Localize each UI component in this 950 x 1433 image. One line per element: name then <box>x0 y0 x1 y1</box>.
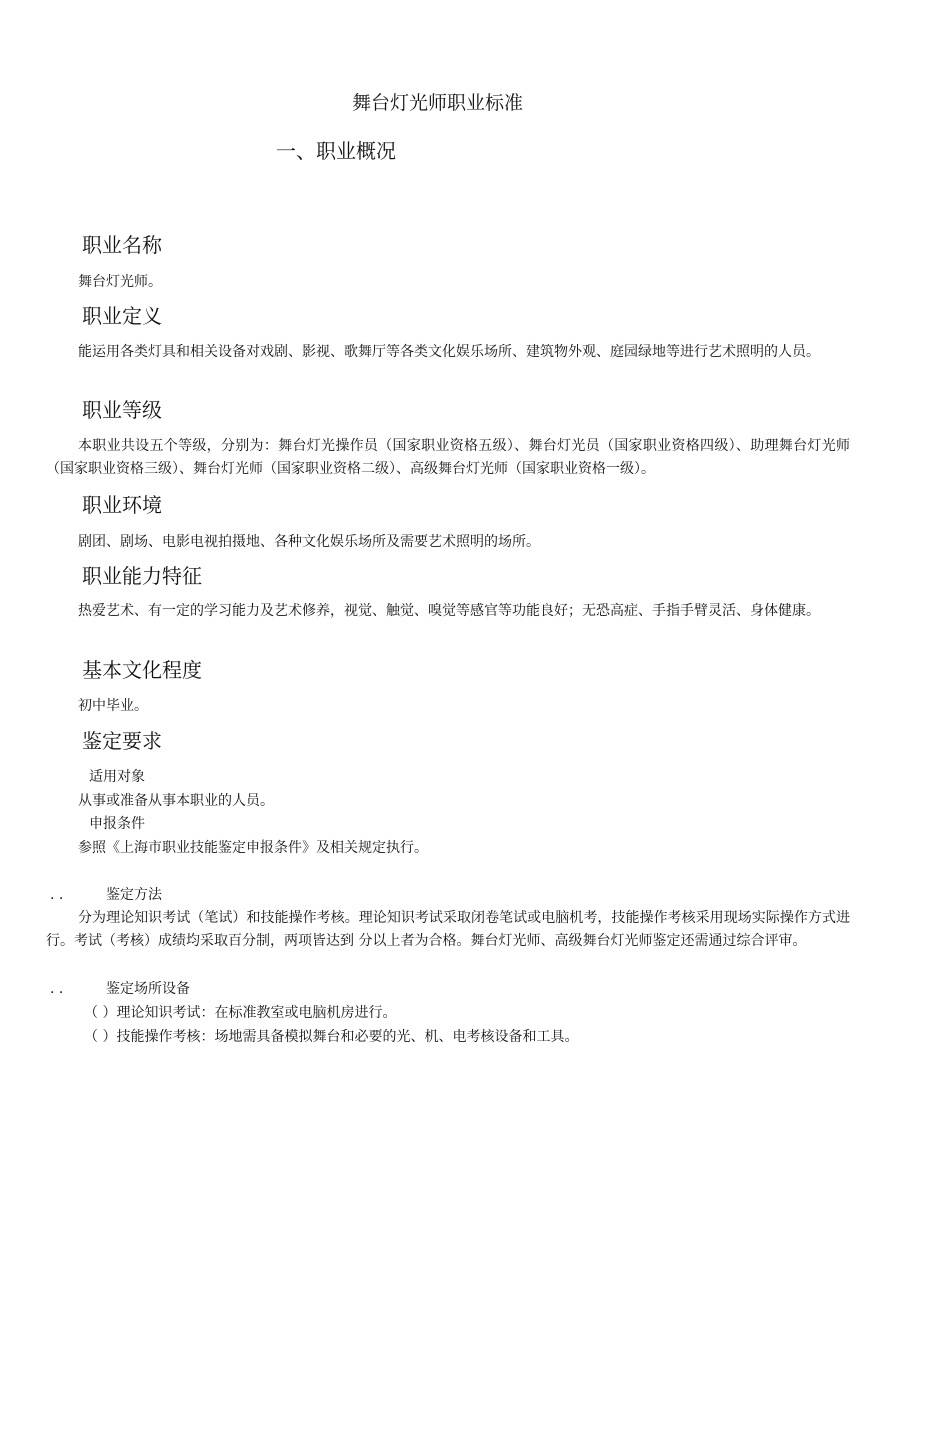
section-heading-work-environment: 职业环境 <box>82 493 162 517</box>
section-text-occupation-levels: 本职业共设五个等级，分别为：舞台灯光操作员（国家职业资格五级）、舞台灯光员（国家职业资格四级）、助理舞台灯光师（国家职业资格三级）、舞台灯光师（国家职业资格二级）、高级舞台灯光师（国家职业资格一级）。 <box>46 438 850 477</box>
appraisal-venue-label: 鉴定场所设备 <box>106 981 190 997</box>
appraisal-venue-item: （ ）理论知识考试：在标准教室或电脑机房进行。 <box>84 1005 397 1021</box>
section-heading-occupation-name: 职业名称 <box>82 233 162 257</box>
appraisal-method-label: 鉴定方法 <box>106 887 162 903</box>
appraisal-apply-label: 申报条件 <box>89 816 145 832</box>
section-text-occupation-name: 舞台灯光师。 <box>78 274 162 290</box>
appraisal-target-text: 从事或准备从事本职业的人员。 <box>78 793 274 809</box>
appraisal-venue-item: （ ）技能操作考核：场地需具备模拟舞台和必要的光、机、电考核设备和工具。 <box>84 1029 579 1045</box>
section-text-occupation-definition: 能运用各类灯具和相关设备对戏剧、影视、歌舞厅等各类文化娱乐场所、建筑物外观、庭园绿地等进行艺术照明的人员。 <box>78 344 820 360</box>
appraisal-venue-marker: . . <box>50 981 64 997</box>
section-heading-education-level: 基本文化程度 <box>82 658 202 682</box>
section-heading-ability-traits: 职业能力特征 <box>82 564 202 588</box>
section-text-ability-traits: 热爱艺术、有一定的学习能力及艺术修养，视觉、触觉、嗅觉等感官等功能良好；无恐高症、手指手臂灵活、身体健康。 <box>78 603 820 619</box>
appraisal-apply-text: 参照《上海市职业技能鉴定申报条件》及相关规定执行。 <box>78 840 428 856</box>
section-text-work-environment: 剧团、剧场、电影电视拍摄地、各种文化娱乐场所及需要艺术照明的场所。 <box>78 534 540 550</box>
appraisal-target-label: 适用对象 <box>89 769 145 785</box>
appraisal-method-marker: . . <box>50 887 64 903</box>
section-text-education-level: 初中毕业。 <box>78 698 148 714</box>
section-heading-occupation-definition: 职业定义 <box>82 304 162 328</box>
chapter-heading: 一、职业概况 <box>276 139 396 163</box>
section-heading-appraisal-requirements: 鉴定要求 <box>82 729 162 753</box>
section-heading-occupation-levels: 职业等级 <box>82 398 162 422</box>
appraisal-method-text: 分为理论知识考试（笔试）和技能操作考核。理论知识考试采取闭卷笔试或电脑机考，技能操作考核采用现场实际操作方式进行。考试（考核）成绩均采取百分制，两项皆达到 分以上者为合格。舞台灯光师、高级舞台灯光师鉴定还需通过综合评审。 <box>46 910 850 949</box>
document-title: 舞台灯光师职业标准 <box>352 92 524 114</box>
